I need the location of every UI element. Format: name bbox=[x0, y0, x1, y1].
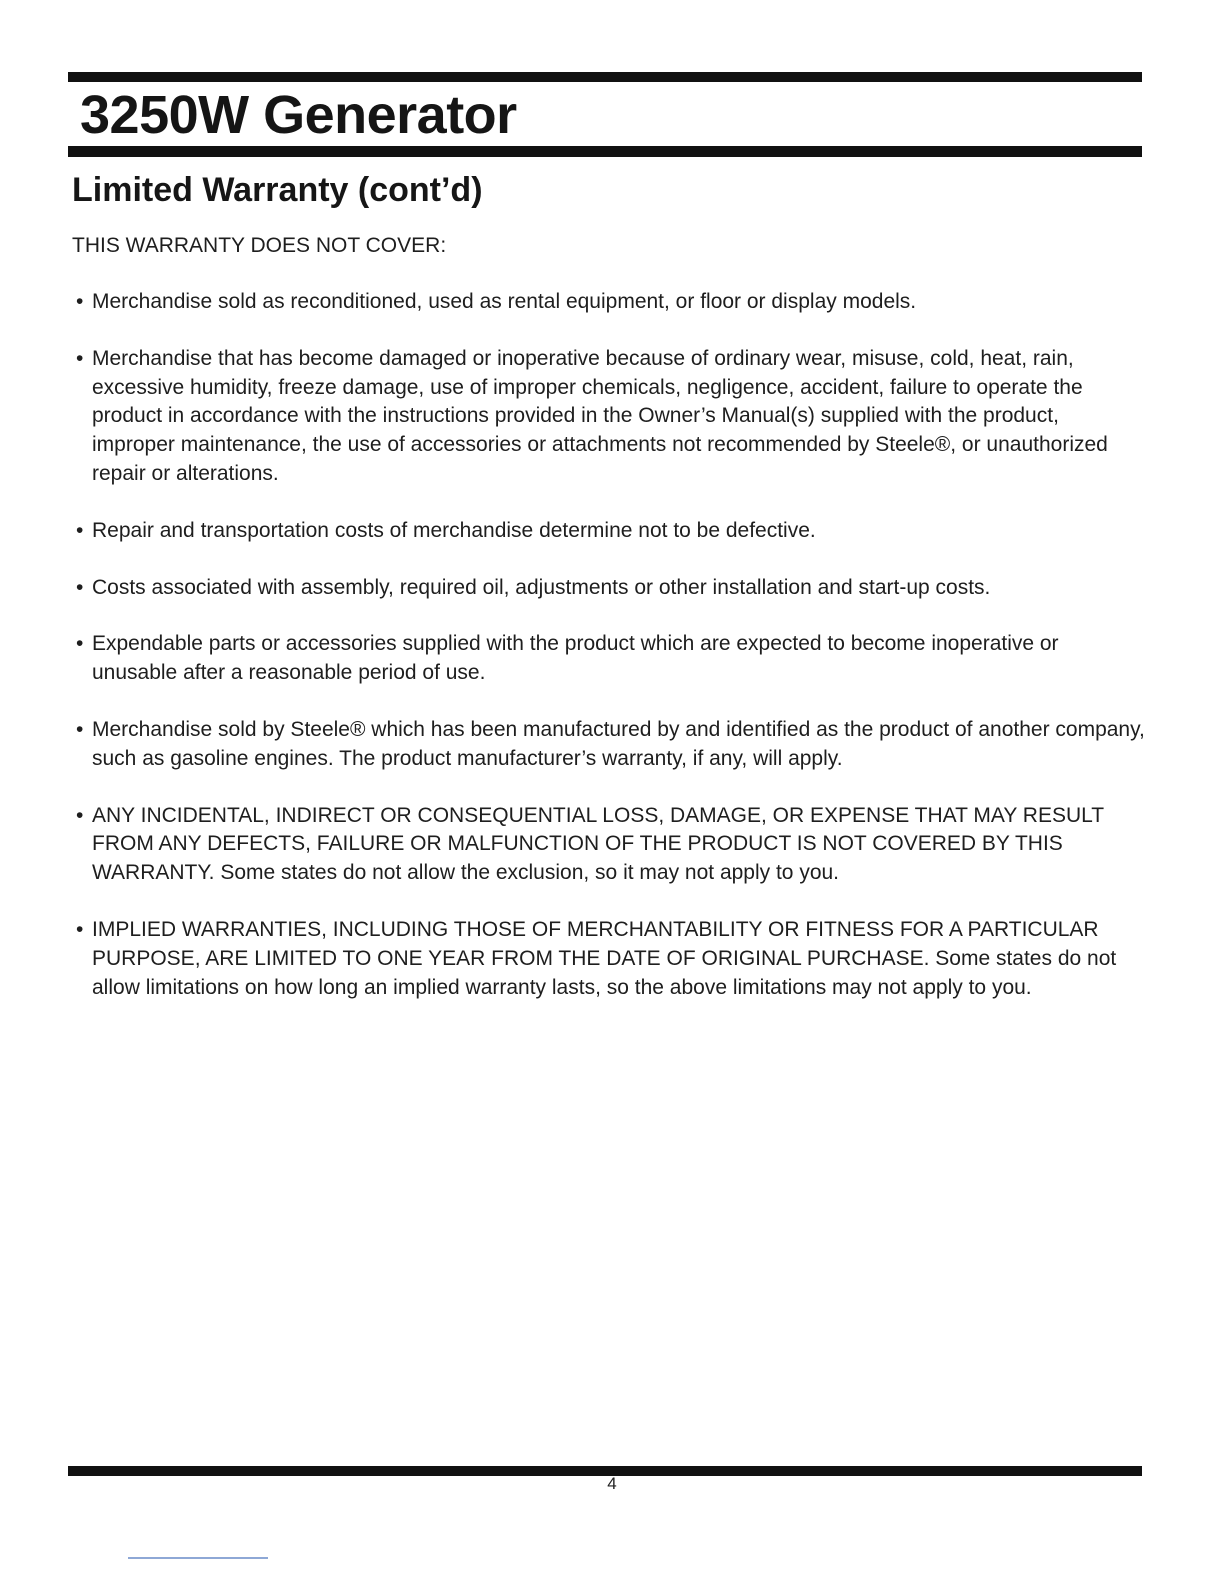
list-item bbox=[76, 716, 1146, 774]
bullet-icon: • bbox=[76, 803, 84, 827]
warranty-intro: THIS WARRANTY DOES NOT COVER: bbox=[72, 234, 447, 257]
list-item-text: Expendable parts or accessories supplied with the product which are expected to become inoperative or unusable after a reasonable period of use. bbox=[92, 632, 1059, 685]
header-bottom-rule bbox=[68, 146, 1142, 157]
list-item bbox=[76, 517, 1146, 546]
list-item bbox=[76, 916, 1146, 1002]
list-item bbox=[76, 288, 1146, 317]
bullet-icon: • bbox=[76, 632, 84, 656]
exclusion-list bbox=[76, 288, 1146, 1030]
document-title: 3250W Generator bbox=[80, 85, 517, 145]
list-item-text: Repair and transportation costs of merchandise determine not to be defective. bbox=[92, 518, 816, 542]
header-top-rule bbox=[68, 72, 1142, 82]
list-item bbox=[76, 802, 1146, 888]
scan-mark-line bbox=[128, 1557, 268, 1559]
list-item-text: ANY INCIDENTAL, INDIRECT OR CONSEQUENTIAL LOSS, DAMAGE, OR EXPENSE THAT MAY RESULT FROM ANY DEFECTS, FAILURE OR MALFUNCTION OF THE PRODUCT IS NOT COVERED BY THIS WARRANTY. Some states do not allow the exclusion, so it may not apply to you. bbox=[92, 803, 1104, 885]
bullet-icon: • bbox=[76, 917, 84, 941]
page-number: 4 bbox=[607, 1474, 617, 1493]
bullet-icon: • bbox=[76, 717, 84, 741]
list-item bbox=[76, 630, 1146, 688]
list-item-text: Merchandise sold by Steele® which has been manufactured by and identified as the product of another company, such as gasoline engines. The product manufacturer’s warranty, if any, will apply. bbox=[92, 717, 1145, 770]
list-item-text: Merchandise that has become damaged or inoperative because of ordinary wear, misuse, cold, heat, rain, excessive humidity, freeze damage, use of improper chemicals, negligence, accident, failure to operate the product in accordance with the instructions provided in the Owner’s Manual(s) supplied with the product, improper maintenance, the use of accessories or attachments not recommended by Steele®, or unauthorized repair or alterations. bbox=[92, 346, 1108, 485]
section-title: Limited Warranty (cont’d) bbox=[72, 171, 483, 209]
list-item-text: Merchandise sold as reconditioned, used as rental equipment, or floor or display models. bbox=[92, 290, 917, 313]
list-item bbox=[76, 345, 1146, 489]
bullet-icon: • bbox=[76, 575, 84, 599]
list-item-text: Costs associated with assembly, required oil, adjustments or other installation and start-up costs. bbox=[92, 575, 991, 599]
bullet-icon: • bbox=[76, 518, 84, 542]
bullet-icon: • bbox=[76, 290, 84, 313]
list-item bbox=[76, 574, 1146, 603]
bullet-icon: • bbox=[76, 346, 84, 370]
list-item-text: IMPLIED WARRANTIES, INCLUDING THOSE OF MERCHANTABILITY OR FITNESS FOR A PARTICULAR PURPOSE, ARE LIMITED TO ONE YEAR FROM THE DATE OF ORIGINAL PURCHASE. Some states do not allow limitations on how long an implied warranty lasts, so the above limitations may not apply to you. bbox=[92, 917, 1117, 999]
